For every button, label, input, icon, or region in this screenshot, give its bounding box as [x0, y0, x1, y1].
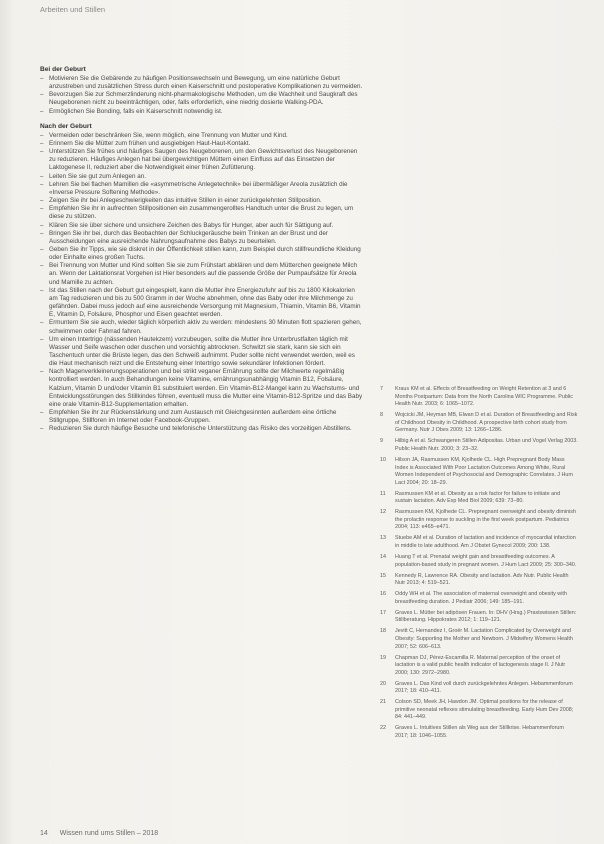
reference-text: Graves L. Das Kind voll durch zurückgelehntes Anlegen. Hebammenforum 2017; 18: 410–411. — [395, 680, 573, 695]
reference-text: Hilbig A et al. Schwangeren Stillen Adipositas. Urban und Vogel Verlag 2003. Public Health Nutr. 2000; 3: 23–32. — [395, 438, 578, 452]
reference-text: Oddy WH et al. The association of maternal overweight and obesity with breastfeeding duration. J Pediatr 2006; 149: 185–191. — [395, 591, 567, 605]
section-birth — [40, 66, 365, 116]
dash-bullet-icon: – — [40, 131, 44, 139]
reference-item — [380, 386, 578, 409]
reference-item — [380, 457, 578, 487]
list-item — [40, 173, 365, 181]
section-title: Bei der Geburt — [40, 66, 86, 73]
reference-item — [380, 681, 578, 696]
list-item — [40, 181, 365, 197]
dash-bullet-icon: – — [40, 197, 44, 205]
list-item — [40, 262, 365, 286]
journal-title: Wissen rund ums Stillen – 2018 — [59, 830, 159, 837]
running-head: Arbeiten und Stillen — [40, 5, 106, 14]
list-item — [40, 140, 365, 148]
list-item-text: Leiten Sie sie gut zum Anlegen an. — [49, 172, 146, 180]
list-item-text: Motivieren Sie die Gebärende zu häufigen Positionswechseln und Bewegung, um eine natürliche Geburt anzustreben und zusätzlichen Stress durch einen Kaiserschnitt und postoperative Komplikationen zu vermeiden. — [49, 75, 363, 91]
reference-number: 17 — [380, 609, 386, 616]
list-item — [40, 197, 365, 205]
list-item — [40, 91, 365, 107]
dash-bullet-icon: – — [40, 205, 44, 213]
list-item-text: Reduzieren Sie durch häufige Besuche und telefonische Unterstützung das Risiko des vorzeitigen Abstillens. — [49, 425, 352, 433]
list-item-text: Empfehlen Sie ihr zur Rückenstärkung und zum Austausch mit Gleichgesinnten außerdem eine örtliche Stillgruppe, Stillforen im Internet oder Facebook-Gruppen. — [49, 409, 337, 425]
reference-number: 12 — [380, 509, 386, 516]
page-number: 14 — [40, 830, 48, 837]
list-item-text: Ist das Stillen nach der Geburt gut eingespielt, kann die Mutter ihre Energiezufuhr auf bis zu 1800 Kilokalorien am Tag reduzieren und bis zu 500 Gramm in der Woche abnehmen, ohne das Baby oder ihre Milchmenge zu gefährden. Dabei muss jedoch auf eine ausreichende Versorgung mit Magnesium, Thiamin, Vitamin B6, Vitamin E, Vitamin D, Folsäure, Phosphor und Eisen geachtet werden. — [49, 286, 361, 319]
dash-bullet-icon: – — [40, 180, 44, 188]
reference-text: Graves L. Mütter bei adipösen Frauen. In: DHV (Hrsg.) Praxiswissen Stillen: Stillberatung. Hippokrates 2012; 1: 119–121. — [395, 609, 577, 624]
reference-item — [380, 610, 578, 625]
list-item-text: Bei Trennung von Mutter und Kind sollten Sie sie zum Frühstart abklären und dem Mütterchen geeignete Milch an. Wenn der Laktationsrat Vorgehen ist Hier besonders auf die passende Größe der Pumpaufsätze für Areola und Mamille zu achten. — [49, 262, 358, 286]
reference-number: 13 — [380, 535, 386, 542]
list-item-text: Ermuntern Sie sie auch, wieder täglich körperlich aktiv zu werden: mindestens 30 Minuten flott spazieren gehen, schwimmen oder Fahrrad fahren. — [49, 319, 362, 335]
dash-bullet-icon: – — [40, 148, 44, 156]
reference-text: Rasmussen KM et al. Obesity as a risk factor for failure to initiate and sustain lactation. Adv Exp Med Biol 2009; 639: 73–80. — [395, 490, 561, 505]
dash-bullet-icon: – — [40, 425, 44, 433]
section-after-birth — [40, 123, 365, 434]
bullet-list — [40, 132, 365, 434]
dash-bullet-icon: – — [40, 75, 44, 82]
reference-number: 21 — [380, 699, 386, 706]
reference-number: 14 — [380, 554, 386, 561]
reference-number: 8 — [380, 412, 383, 419]
reference-number: 9 — [380, 438, 383, 445]
reference-item — [380, 655, 578, 678]
reference-text: Stuebe AM et al. Duration of lactation and incidence of myocardial infarction in middle to late adulthood. Am J Obstet Gynecol 2009; 200: 138. — [395, 535, 576, 550]
reference-number: 10 — [380, 456, 386, 463]
reference-item — [380, 573, 578, 588]
reference-number: 18 — [380, 628, 386, 635]
list-item — [40, 246, 365, 262]
list-item — [40, 425, 365, 433]
dash-bullet-icon: – — [40, 319, 44, 327]
list-item — [40, 319, 365, 335]
reference-text: Kraus KM et al. Effects of Breastfeeding on Weight Retention at 3 and 6 Months Postpartum: Data from the North Carolina WIC Programme. Public Health Nutr. 2003; 6: 1065–1072. — [395, 386, 573, 408]
dash-bullet-icon: – — [40, 286, 44, 294]
list-item — [40, 336, 365, 369]
dash-bullet-icon: – — [40, 91, 44, 99]
list-item-text: Zeigen Sie ihr bei Anlegeschwierigkeiten das intuitive Stillen in einer zurückgelehnten Stillposition. — [49, 197, 322, 205]
dash-bullet-icon: – — [40, 335, 44, 343]
list-item-text: Vermeiden oder beschränken Sie, wenn möglich, eine Trennung von Mutter und Kind. — [49, 131, 288, 139]
reference-number: 22 — [380, 725, 386, 732]
list-item — [40, 222, 365, 230]
dash-bullet-icon: – — [40, 409, 44, 417]
list-item — [40, 132, 365, 140]
page-footer — [40, 830, 158, 837]
reference-item — [380, 491, 578, 506]
reference-text: Chapman DJ, Pérez-Escamilla R. Maternal perception of the onset of lactation is a valid public health indicator of lactogenesis stage II. J Nutr 2000; 130: 2972–2980. — [395, 654, 566, 676]
reference-item — [380, 699, 578, 722]
list-item — [40, 230, 365, 246]
reference-number: 19 — [380, 654, 386, 661]
list-item-text: Unterstützen Sie frühes und häufiges Saugen des Neugeborenen, um den Gewichtsverlust des Neugeborenen zu reduzieren. Häufiges Anlegen hat bei übergewichtigen Müttern einen Einfluss auf das Einsetzen der Laktogenese II, reduziert aber die Notwendigkeit einer frühen Zufütterung. — [49, 148, 358, 172]
list-item-text: Empfehlen Sie ihr in aufrechten Stillpositionen ein zusammengerolltes Handtuch unter die Brust zu legen, um diese zu stützen. — [49, 205, 354, 221]
reference-item — [380, 628, 578, 651]
reference-list — [380, 386, 578, 744]
bullet-list — [40, 75, 365, 116]
reference-item — [380, 509, 578, 532]
reference-number: 7 — [380, 386, 383, 392]
list-item-text: Bringen Sie ihr bei, durch das Beobachten der Schluckgeräusche beim Trinken an der Brust und der Ausscheidungen eine ausreichende Nahrungsaufnahme des Babys zu beurteilen. — [49, 229, 328, 245]
section-title: Nach der Geburt — [40, 122, 92, 130]
reference-item — [380, 412, 578, 435]
reference-text: Graves L. Intuitives Stillen als Weg aus der Stillkrise. Hebammenforum 2017; 18: 1046–1055. — [395, 725, 564, 740]
list-item — [40, 287, 365, 320]
dash-bullet-icon: – — [40, 229, 44, 237]
list-item-text: Geben Sie ihr Tipps, wie sie diskret in der Öffentlichkeit stillen kann, zum Beispiel durch stillfreundliche Kleidung oder Einhalte eines großen Tuchs. — [49, 245, 361, 262]
reference-item — [380, 438, 578, 453]
reference-text: Wojcicki JM, Heyman MB, Elwan D et al. Duration of Breastfeeding and Risk of Childhood Obesity in Childhood. A prospective birth cohort study from Germany. Nutr J Obes 2009; 13: 1266–1286. — [395, 412, 578, 434]
list-item — [40, 108, 365, 116]
list-item-text: Ermöglichen Sie Bonding, falls ein Kaiserschnitt notwendig ist. — [49, 107, 223, 115]
list-item-text: Nach Magenverkleinerungsoperationen und bei strikt veganer Ernährung sollte der Milchwerte regelmäßig kontrolliert werden. In auch Behandlungen keine Vitamine, ernährungsunabhängig Vitamin B12, Folsäure, Kalzium, Vitamin D und/oder Vitamin B1 substituiert werden. Ein Vitamin-B12-Mangel kann zu Wachstums- und Entwicklungsstörungen des Stillkindes führen, eventuell muss die Mutter eine Vitamin-B12-Spritze und das Baby eine orale Vitamin-B12-Supplementation erhalten. — [49, 368, 363, 408]
list-item — [40, 148, 365, 172]
reference-number: 20 — [380, 680, 386, 687]
list-item — [40, 205, 365, 221]
list-item-text: Erinnern Sie die Mütter zum frühen und ausgiebigen Haut-Haut-Kontakt. — [49, 139, 251, 147]
list-item-text: Bevorzugen Sie zur Schmerzlinderung nicht-pharmakologische Methoden, um die Wachheit und Saugkraft des Neugeborenen nicht zu beeinträchtigen, oder, falls erforderlich, eine niedrig dosierte Walking-PDA. — [49, 91, 358, 107]
dash-bullet-icon: – — [40, 262, 44, 270]
reference-item — [380, 591, 578, 606]
list-item-text: Klären Sie sie über sichere und unsichere Zeichen des Babys für Hunger, aber auch für Sättigung auf. — [49, 221, 334, 229]
reference-number: 11 — [380, 490, 386, 497]
dash-bullet-icon: – — [40, 172, 44, 180]
reference-number: 16 — [380, 591, 386, 598]
dash-bullet-icon: – — [40, 139, 44, 147]
reference-text: Hilson JA, Rasmussen KM, Kjolhede CL. High Prepregnant Body Mass Index is Associated With Poor Lactation Outcomes Among White, Rural Women Independent of Psychosocial and Demographic Correlates. J Hum Lact 2004; 20: 18–29. — [395, 456, 573, 486]
dash-bullet-icon: – — [40, 245, 44, 253]
list-item — [40, 75, 365, 91]
dash-bullet-icon: – — [40, 368, 44, 376]
list-item-text: Um einen Intertrigo (nässenden Hautekzem) vorzubeugen, sollte die Mutter ihre Unterbrustfalten täglich mit Wasser und Seife waschen oder duschen und vorsichtig abtrocknen. Schwitzt sie stark, kann sie sich ein Taschentuch unter die Brüste legen, das den Schweiß aufnimmt. Puder sollte nicht verwendet werden, weil es die Haut mechanisch reizt und die Entstehung einer Intertrigo sowie sekundärer Infektionen fördert. — [49, 335, 355, 368]
list-item-text: Lehren Sie bei flachen Mamillen die «asymmetrische Anlegetechnik» bei übermäßiger Areola zusätzlich die «Inverse Pressure Softening Methode». — [49, 180, 348, 196]
reference-item — [380, 535, 578, 550]
reference-number: 15 — [380, 572, 386, 579]
main-column — [40, 66, 365, 434]
reference-item — [380, 554, 578, 569]
reference-text: Huang T et al. Prenatal weight gain and breastfeeding outcomes. A population-based study in pregnant women. J Hum Lact 2009; 25: 300–340. — [395, 554, 577, 568]
list-item — [40, 368, 365, 409]
reference-text: Jevitt C, Hernandez I, Groër M. Lactation Complicated by Overweight and Obesity: Supporting the Mother and Newborn. J Midwifery Womens Health 2007; 52: 606–613. — [395, 628, 573, 650]
reference-text: Rasmussen KM, Kjolhede CL. Prepregnant overweight and obesity diminish the prolactin response to suckling in the first week postpartum. Pediatrics 2004; 113: e465–e471. — [395, 509, 576, 531]
list-item — [40, 409, 365, 425]
reference-text: Colson SD, Meek JH, Hawdon JM. Optimal positions for the release of primitive neonatal reflexes stimulating breastfeeding. Early Hum Dev 2008; 84: 441–449. — [395, 699, 574, 721]
dash-bullet-icon: – — [40, 107, 44, 115]
reference-item — [380, 725, 578, 740]
reference-text: Kennedy R, Lawrence RA. Obesity and lactation. Adv Nutr. Public Health Nutr 2013; 4: 519–521. — [395, 572, 569, 587]
dash-bullet-icon: – — [40, 221, 44, 229]
